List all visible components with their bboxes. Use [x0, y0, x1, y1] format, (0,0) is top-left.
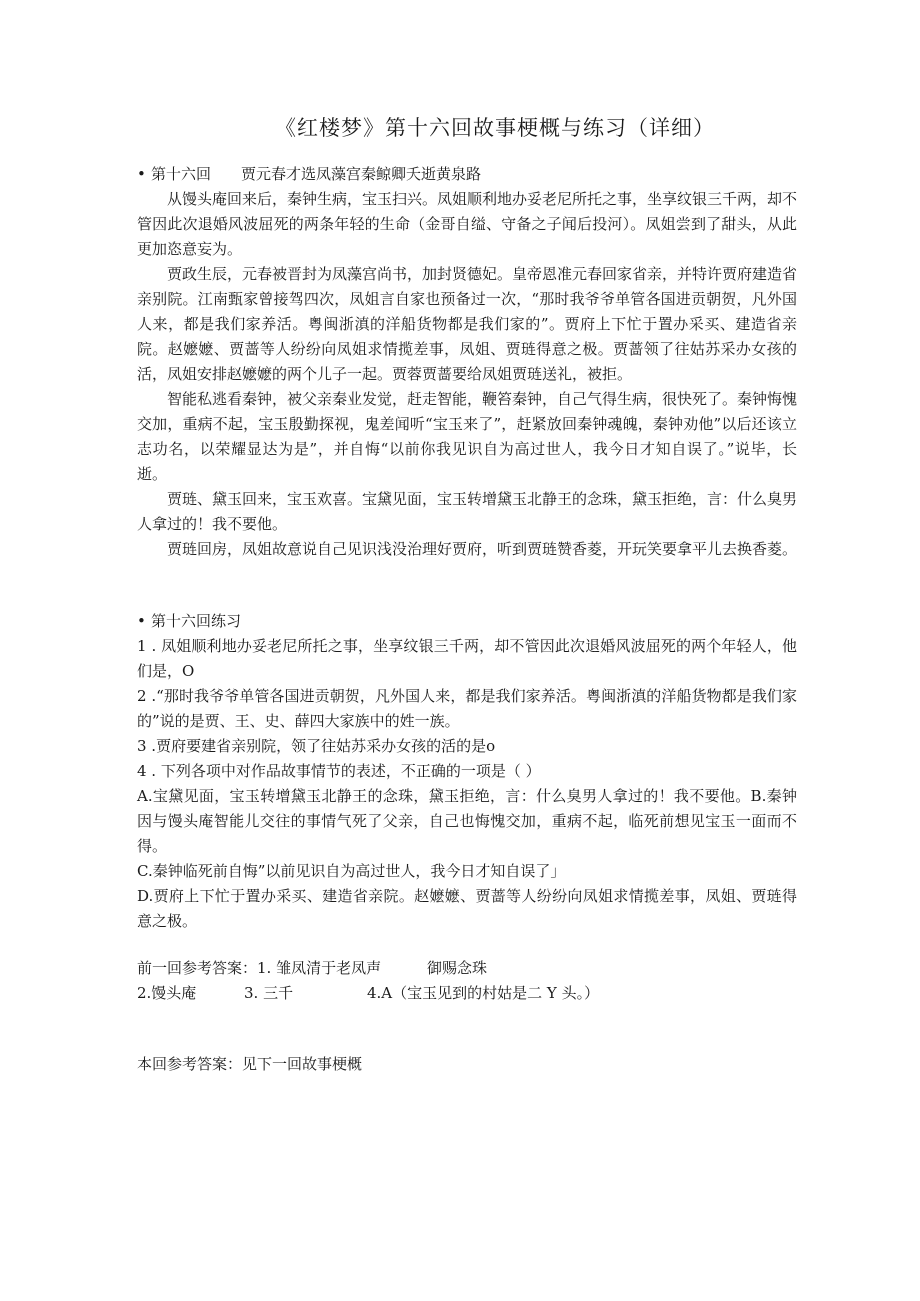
prev-answer-2: 2.馒头庵: [137, 984, 197, 1002]
prev-answers-line1: [137, 956, 487, 981]
question-item: 2 .“那时我爷爷单管各国进贡朝贺，凡外国人来，都是我们家养活。粤闽浙滇的洋船货物都是我们家的”说的是贾、王、史、薛四大家族中的姓一族。: [137, 687, 797, 730]
summary-paragraph: 智能私逃看秦钟，被父亲秦业发觉，赶走智能，鞭笞秦钟，自己气得生病，很快死了。秦钟悔愧交加，重病不起，宝玉殷勤探视，鬼差闻听“宝玉来了”，赶紧放回秦钟魂魄，秦钟劝他”以后还该立志功名，以荣耀显达为是”，并自悔“以前你我见识自为高过世人，我今日才知自误了。”说毕，长逝。: [137, 390, 798, 483]
exercise-body: [137, 634, 797, 934]
chapter-title: 贾元春才选凤藻宫秦鲸卿夭逝黄泉路: [241, 165, 482, 183]
option-item: A.宝黛见面，宝玉转增黛玉北静王的念珠，黛玉拒绝，言：什么臭男人拿过的！我不要他。B.秦钟因与馒头庵智能儿交往的事情气死了父亲，自己也悔愧交加，重病不起，临死前想见宝玉一面而不得。: [137, 787, 797, 855]
bullet-icon: •: [137, 612, 146, 630]
summary-paragraph: 从馒头庵回来后，秦钟生病，宝玉扫兴。凤姐顺利地办妥老尼所托之事，坐享纹银三千两，却不管因此次退婚风波屈死的两条年轻的生命（金哥自缢、守备之子闻后投河）。凤姐尝到了甜头，从此更加恣意妄为。: [137, 190, 798, 258]
question-item: 4 . 下列各项中对作品故事情节的表述，不正确的一项是（ ）: [137, 762, 541, 780]
prev-answers-line2: [137, 981, 599, 1006]
prev-answers-label: 前一回参考答案：: [137, 959, 258, 977]
prev-answer-3: 3. 三千: [244, 984, 294, 1002]
summary-paragraph: 贾政生辰，元春被晋封为凤藻宫尚书，加封贤德妃。皇帝恩准元春回家省亲，并特许贾府建造省亲别院。江南甄家曾接驾四次，凤姐言自家也预备过一次，“那时我爷爷单管各国进贡朝贺，凡外国人来，都是我们家养活。粤闽浙滇的洋船货物都是我们家的”。贾府上下忙于置办采买、建造省亲院。赵嬷嬷、贾蔷等人纷纷向凤姐求情揽差事，凤姐、贾琏得意之极。贾蔷领了往姑苏采办女孩的活，凤姐安排赵嬷嬷的两个儿子一起。贾蓉贾蔷要给凤姐贾琏送礼，被拒。: [137, 265, 798, 383]
section-heading-chapter: [137, 162, 481, 187]
question-item: 3 .贾府要建省亲别院，领了往姑苏采办女孩的活的是o: [137, 737, 496, 755]
bullet-icon: •: [137, 165, 146, 183]
summary-paragraph: 贾琏、黛玉回来，宝玉欢喜。宝黛见面，宝玉转增黛玉北静王的念珠，黛玉拒绝，言：什么臭男人拿过的！我不要他。: [137, 490, 798, 533]
prev-answer-4: 4.A（宝玉见到的村姑是二 Y 头。）: [367, 984, 600, 1002]
option-item: D.贾府上下忙于置办采买、建造省亲院。赵嬷嬷、贾蔷等人纷纷向凤姐求情揽差事，凤姐、贾琏得意之极。: [137, 887, 797, 930]
summary-paragraph: 贾琏回房，凤姐故意说自己见识浅没治理好贾府，听到贾琏赞香菱，开玩笑要拿平儿去换香菱。: [167, 540, 798, 558]
chapter-label: 第十六回: [151, 165, 212, 183]
question-item: 1 . 凤姐顺利地办妥老尼所托之事，坐享纹银三千两，却不管因此次退婚风波屈死的两个年轻人，他们是，O: [137, 637, 797, 680]
prev-answer-1b: 御赐念珠: [427, 959, 488, 977]
option-item: C.秦钟临死前自悔”以前见识自为高过世人，我今日才知自误了」: [137, 862, 566, 880]
this-answers: 本回参考答案：见下一回故事梗概: [137, 1055, 363, 1073]
summary-body: [137, 187, 797, 562]
page-title: 《红楼梦》第十六回故事梗概与练习（详细）: [275, 116, 715, 140]
section-heading-exercise: [137, 609, 241, 634]
prev-answer-1: 1. 雏凤清于老凤声: [257, 959, 382, 977]
exercise-label: 第十六回练习: [151, 612, 242, 630]
